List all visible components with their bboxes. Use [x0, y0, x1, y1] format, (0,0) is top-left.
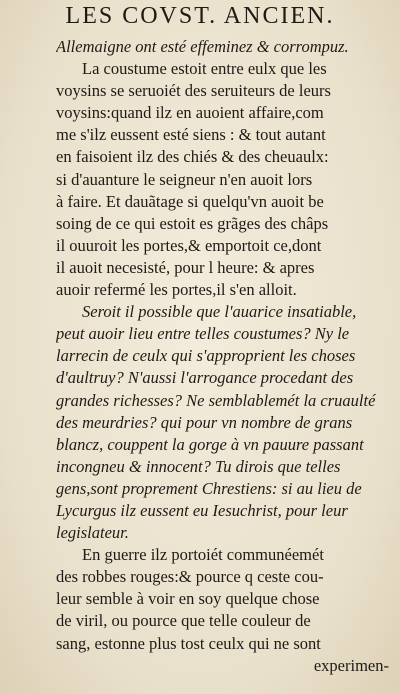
catchword: experimen-	[313, 655, 389, 675]
text-line: si d'auanture le seigneur n'en auoit lors	[56, 169, 313, 189]
text-line: Seroit il possible que l'auarice insatiable,	[82, 302, 357, 322]
text-line: il ouuroit les portes,& emportoit ce,dont	[56, 235, 322, 255]
text-line: larrecin de ceulx qui s'approprient les choses	[56, 346, 356, 366]
text-line: gens,sont proprement Chrestiens: si au lieu de	[56, 478, 362, 498]
text-line: leur semble à voir en soy quelque chose	[56, 589, 320, 609]
text-line: sang, estonne plus tost ceulx qui ne sont	[56, 633, 321, 653]
text-line: me s'ilz eussent esté siens : & tout autant	[56, 125, 326, 145]
text-line: voysins:quand ilz en auoient affaire,com	[56, 103, 324, 123]
text-line: auoir refermé les portes,il s'en alloit.	[56, 280, 297, 300]
text-line: voysins se seruoiét des seruiteurs de leurs	[56, 81, 331, 101]
text-line: en faisoient ilz des chiés & des cheuaulx:	[56, 147, 329, 167]
text-line: legislateur.	[56, 523, 129, 543]
text-line: à faire. Et dauãtage si quelqu'vn auoit be	[56, 191, 324, 211]
text-line: il auoit necesisté, pour l heure: & apres	[56, 257, 315, 277]
text-line: soing de ce qui estoit es grãges des châps	[56, 213, 329, 233]
text-line: La coustume estoit entre eulx que les	[82, 59, 327, 79]
running-head: LES COVST. ANCIEN.	[65, 3, 335, 29]
text-line: En guerre ilz portoiét communéemét	[82, 545, 324, 565]
text-line: grandes richesses? Ne semblablemét la cruaulté	[56, 390, 376, 410]
text-line: peut auoir lieu entre telles coustumes? Ny le	[56, 324, 350, 344]
text-line: des meurdries? qui pour vn nombre de grans	[56, 412, 353, 432]
text-line: des robbes rouges:& pource q ceste cou-	[56, 567, 324, 587]
text-line: incongneu & innocent? Tu dirois que telles	[56, 456, 341, 476]
text-line: de viril, ou pource que telle couleur de	[56, 611, 311, 631]
text-line: Lycurgus ilz eussent eu Iesuchrist, pour leur	[56, 500, 348, 520]
text-line: blancz, couppent la gorge à vn pauure passant	[56, 434, 364, 454]
text-line: d'aultruy? N'aussi l'arrogance procedant des	[56, 368, 354, 388]
text-line: Allemaigne ont esté effeminez & corrompuz.	[56, 37, 349, 56]
body-text	[56, 36, 389, 677]
